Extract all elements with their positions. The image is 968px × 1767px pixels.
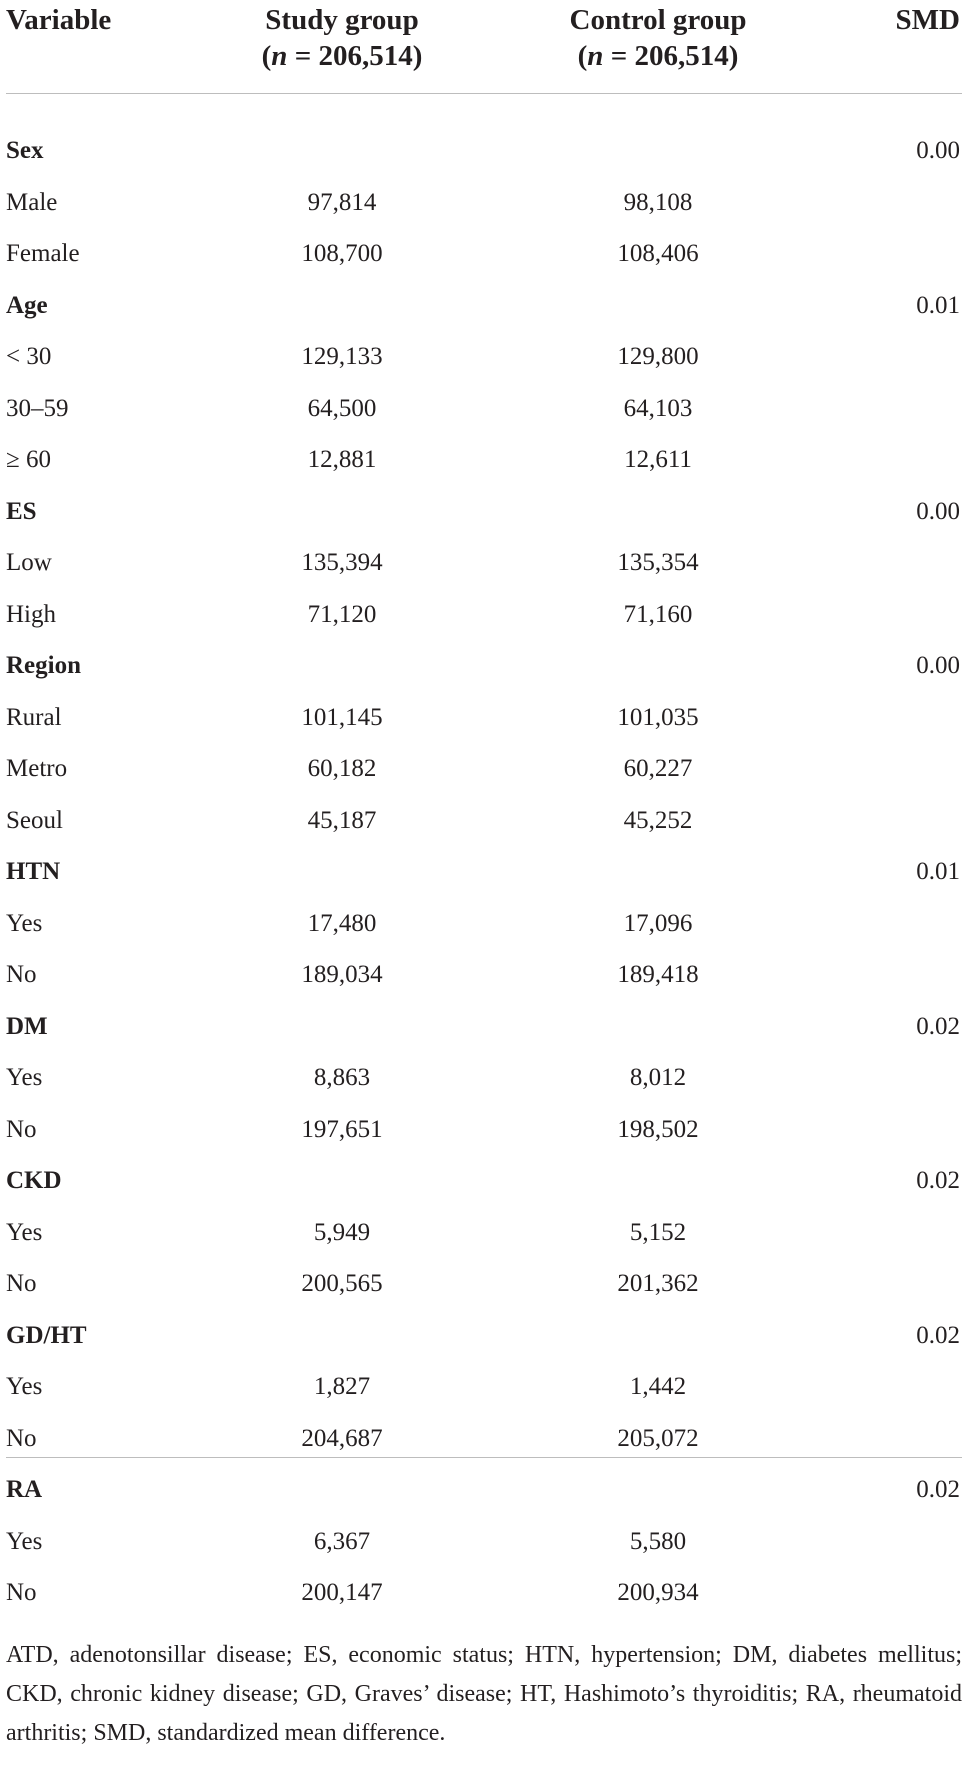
header-control-n-value: = 206,514) [603,40,739,72]
cell-study-group: 135,394 [301,549,383,576]
cell-control-group: 45,252 [623,806,693,834]
cell-control-group: 8,012 [629,1064,687,1091]
cell-control-group: 201,362 [617,1270,699,1297]
header-smd: SMD [895,4,960,36]
cell-variable: No [6,1115,37,1143]
header-control-group [543,2,773,74]
cell-study-group: 64,500 [307,394,377,422]
cell-study-group: 108,700 [301,240,383,267]
cell-variable: Yes [6,909,43,937]
header-study-n-label: n [271,40,288,72]
table-footnote: ATD, adenotonsillar disease; ES, economic status; HTN, hypertension; DM, diabetes mellitus; CKD, chronic kidney disease; GD, Graves’ disease; HT, Hashimoto’s thyroiditis; RA, rheumatoid arthritis; SMD, standardized mean difference. [6,1642,962,1746]
cell-control-group: 60,227 [623,755,693,782]
cell-control-group: 71,160 [623,600,693,628]
cell-study-group: 200,565 [301,1270,383,1297]
cell-control-group: 205,072 [617,1424,699,1452]
cell-smd: 0.02 [916,1167,960,1194]
header-study-n: (n = 206,514) [261,40,423,72]
cell-variable: Rural [6,703,62,731]
header-study-title: Study group [265,4,419,36]
footer-divider [6,1457,962,1458]
cell-variable: Yes [6,1527,43,1555]
cell-smd: 0.00 [916,652,960,679]
table-row [0,1052,968,1104]
cell-variable: No [6,1579,37,1606]
cell-control-group: 5,580 [629,1527,687,1555]
header-control-n-label: n [587,40,604,72]
table-row [0,898,968,950]
cell-study-group: 45,187 [307,806,377,834]
cell-control-group: 189,418 [617,961,699,988]
table-row [0,692,968,744]
table-row [0,1207,968,1259]
cell-variable: ≥ 60 [6,446,51,473]
header-control-n: (n = 206,514) [577,40,739,72]
cell-control-group: 101,035 [617,703,699,731]
table-row [0,1516,968,1568]
cell-variable: ES [6,497,37,525]
cell-study-group: 101,145 [301,703,383,731]
cell-variable: High [6,600,56,628]
cell-study-group: 204,687 [301,1424,383,1452]
table-group-row [0,280,968,332]
table-row [0,331,968,383]
header-variable: Variable [6,4,112,36]
cell-variable: Male [6,188,58,216]
cell-control-group: 12,611 [624,446,692,473]
cell-variable: Sex [6,137,44,164]
cell-study-group: 5,949 [313,1218,371,1246]
cell-variable: Metro [6,755,68,782]
table-group-row [0,125,968,177]
cell-variable: Seoul [6,806,63,834]
cell-variable: No [6,961,37,988]
table-body [0,125,968,1619]
cell-control-group: 129,800 [617,343,699,370]
table-header [0,0,968,100]
cell-variable: Yes [6,1218,43,1246]
cell-control-group: 5,152 [629,1218,687,1246]
cell-study-group: 189,034 [301,961,383,988]
cell-variable: HTN [6,858,61,885]
cell-study-group: 71,120 [307,600,377,628]
cell-variable: < 30 [6,343,52,370]
table-row [0,383,968,435]
cell-study-group: 17,480 [307,909,377,937]
cell-variable: DM [6,1012,48,1040]
cell-variable: CKD [6,1167,62,1194]
table-row [0,434,968,486]
cell-control-group: 198,502 [617,1115,699,1143]
table-group-row [0,1001,968,1053]
table-row [0,537,968,589]
cell-control-group: 98,108 [623,188,693,216]
cell-variable: Yes [6,1373,43,1400]
cell-smd: 0.01 [916,291,960,319]
cell-study-group: 12,881 [307,446,377,473]
table-row [0,743,968,795]
cell-smd: 0.00 [916,137,960,164]
cell-study-group: 197,651 [301,1115,383,1143]
cell-smd: 0.00 [916,497,960,525]
table-row [0,177,968,229]
table-group-row [0,640,968,692]
header-study-n-value: = 206,514) [287,40,423,72]
table-row [0,949,968,1001]
cell-variable: No [6,1424,37,1452]
table-group-row [0,1155,968,1207]
cell-variable: RA [6,1476,43,1503]
cell-smd: 0.02 [916,1321,960,1349]
cell-study-group: 97,814 [307,188,377,216]
table-row [0,1258,968,1310]
cell-study-group: 1,827 [313,1373,371,1400]
table-group-row [0,1310,968,1362]
table-row [0,1567,968,1619]
table-row [0,589,968,641]
table-group-row [0,486,968,538]
table-group-row [0,846,968,898]
cell-variable: No [6,1270,37,1297]
cell-study-group: 129,133 [301,343,383,370]
header-divider [6,93,962,94]
cell-smd: 0.02 [916,1476,960,1503]
cell-study-group: 200,147 [301,1579,383,1606]
table-group-row [0,1464,968,1516]
table-row [0,228,968,280]
cell-control-group: 17,096 [623,909,693,937]
cell-variable: Age [6,291,48,319]
cell-control-group: 200,934 [617,1579,699,1606]
header-study-group [236,2,448,74]
cell-control-group: 135,354 [617,549,699,576]
cell-variable: Low [6,549,52,576]
cell-control-group: 108,406 [617,240,699,267]
table-row [0,1104,968,1156]
cell-study-group: 8,863 [313,1064,371,1091]
cell-smd: 0.02 [916,1012,960,1040]
cell-smd: 0.01 [916,858,960,885]
cell-variable: Yes [6,1064,43,1091]
table-row [0,795,968,847]
cell-study-group: 6,367 [313,1527,371,1555]
cell-control-group: 1,442 [629,1373,687,1400]
table-row [0,1361,968,1413]
cell-study-group: 60,182 [307,755,377,782]
cell-control-group: 64,103 [623,394,693,422]
cell-variable: Female [6,240,80,267]
cell-variable: 30–59 [6,394,69,422]
cell-variable: Region [6,652,81,679]
cell-variable: GD/HT [6,1321,87,1349]
header-control-title: Control group [569,4,747,36]
